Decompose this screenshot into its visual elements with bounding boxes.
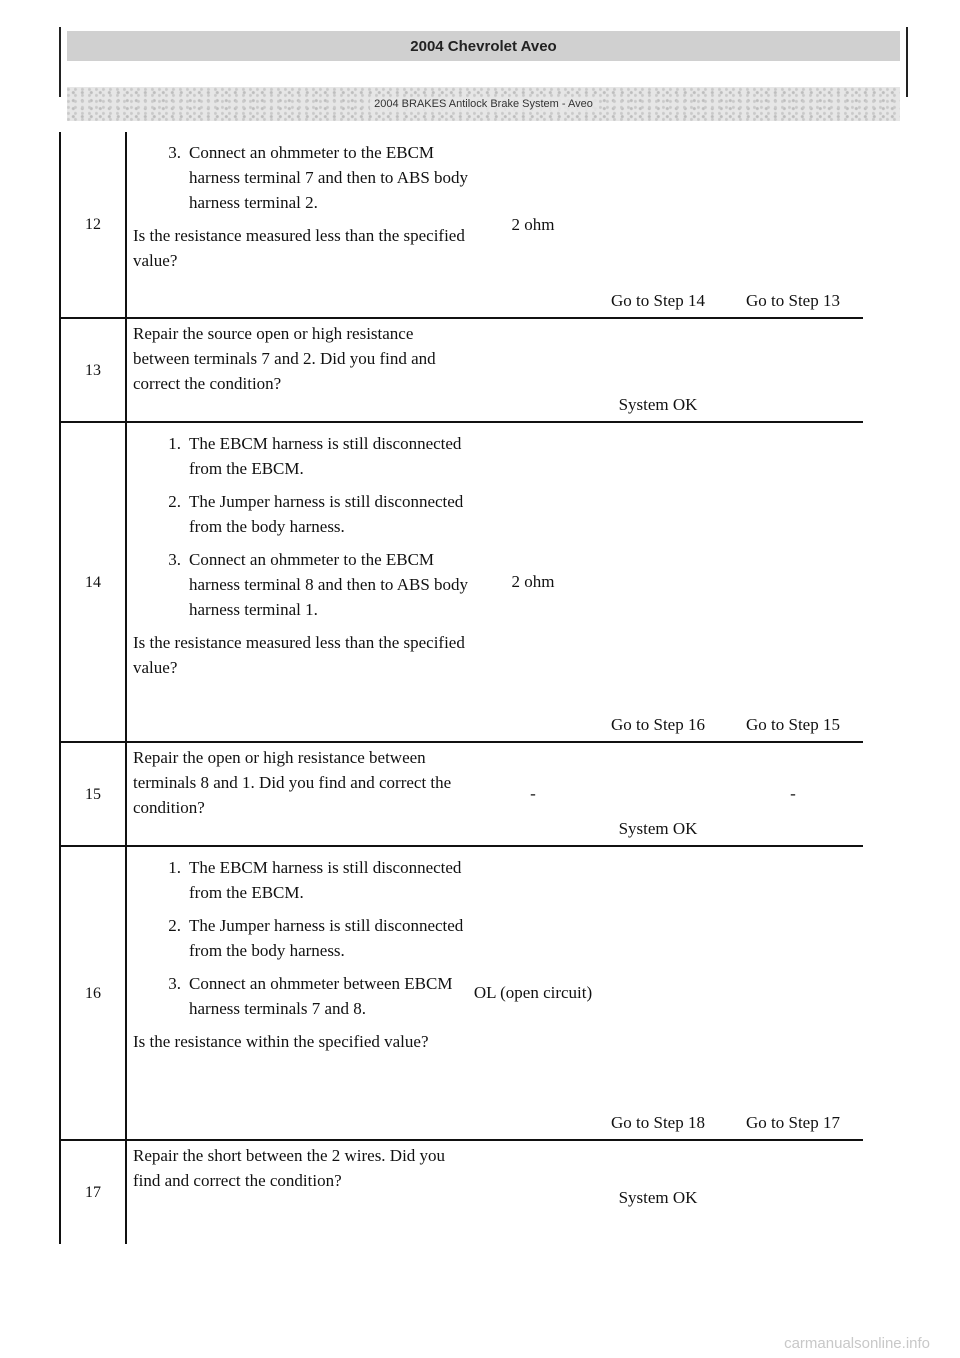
action-step: 1. The EBCM harness is still disconnected from the EBCM.	[168, 858, 462, 902]
no-cell	[723, 318, 863, 422]
no-cell	[723, 1140, 863, 1244]
step-number: 13	[60, 318, 126, 422]
yes-cell: System OK	[593, 1140, 723, 1244]
watermark-link[interactable]: carmanualsonline.info	[784, 1335, 930, 1352]
action-cell	[126, 422, 473, 742]
step-number: 14	[60, 422, 126, 742]
action-question: Is the resistance measured less than the specified value?	[133, 226, 465, 270]
step-number: 15	[60, 742, 126, 846]
document-subtitle-bar	[67, 87, 900, 121]
table-row-step-13	[60, 318, 863, 422]
action-step: 3. Connect an ohmmeter to the EBCM harness terminal 7 and then to ABS body harness terminal 2.	[168, 143, 469, 212]
document-header	[59, 27, 908, 110]
yes-cell: System OK	[593, 318, 723, 422]
step-number: 17	[60, 1140, 126, 1244]
action-cell: Repair the source open or high resistance between terminals 7 and 2. Did you find and correct the condition?	[126, 318, 473, 422]
table-row-step-15	[60, 742, 863, 846]
yes-cell: Go to Step 14	[593, 132, 723, 318]
action-step: 3. Connect an ohmmeter to the EBCM harness terminal 8 and then to ABS body harness terminal 1.	[168, 550, 469, 619]
document-subtitle: 2004 BRAKES Antilock Brake System - Aveo	[370, 98, 597, 110]
value-cell	[473, 1140, 593, 1244]
no-cell: -	[723, 742, 863, 846]
no-cell: Go to Step 15	[723, 422, 863, 742]
value-cell: 2 ohm	[473, 422, 593, 742]
value-cell	[473, 318, 593, 422]
action-cell: Repair the short between the 2 wires. Did you find and correct the condition?	[126, 1140, 473, 1244]
action-cell: Repair the open or high resistance between terminals 8 and 1. Did you find and correct the condition?	[126, 742, 473, 846]
step-number: 16	[60, 846, 126, 1140]
action-step: 3. Connect an ohmmeter between EBCM harness terminals 7 and 8.	[168, 974, 453, 1018]
value-cell: 2 ohm	[473, 132, 593, 318]
table-row-step-12	[60, 132, 863, 318]
action-cell	[126, 846, 473, 1140]
yes-cell: Go to Step 16	[593, 422, 723, 742]
action-step: 2. The Jumper harness is still disconnected from the body harness.	[168, 916, 464, 960]
no-cell: Go to Step 13	[723, 132, 863, 318]
no-cell: Go to Step 17	[723, 846, 863, 1140]
table-row-step-16	[60, 846, 863, 1140]
step-number: 12	[60, 132, 126, 318]
table-row-step-14	[60, 422, 863, 742]
value-cell: OL (open circuit)	[473, 846, 593, 1140]
yes-cell: System OK	[593, 742, 723, 846]
document-title: 2004 Chevrolet Aveo	[67, 31, 900, 61]
table-row-step-17	[60, 1140, 863, 1244]
action-cell	[126, 132, 473, 318]
action-step: 2. The Jumper harness is still disconnected from the body harness.	[168, 492, 464, 536]
action-question: Is the resistance measured less than the specified value?	[133, 633, 465, 677]
action-step: 1. The EBCM harness is still disconnected from the EBCM.	[168, 434, 462, 478]
diagnostic-table	[59, 132, 863, 1244]
yes-cell: Go to Step 18	[593, 846, 723, 1140]
action-question: Is the resistance within the specified value?	[133, 1032, 429, 1051]
value-cell: -	[473, 742, 593, 846]
